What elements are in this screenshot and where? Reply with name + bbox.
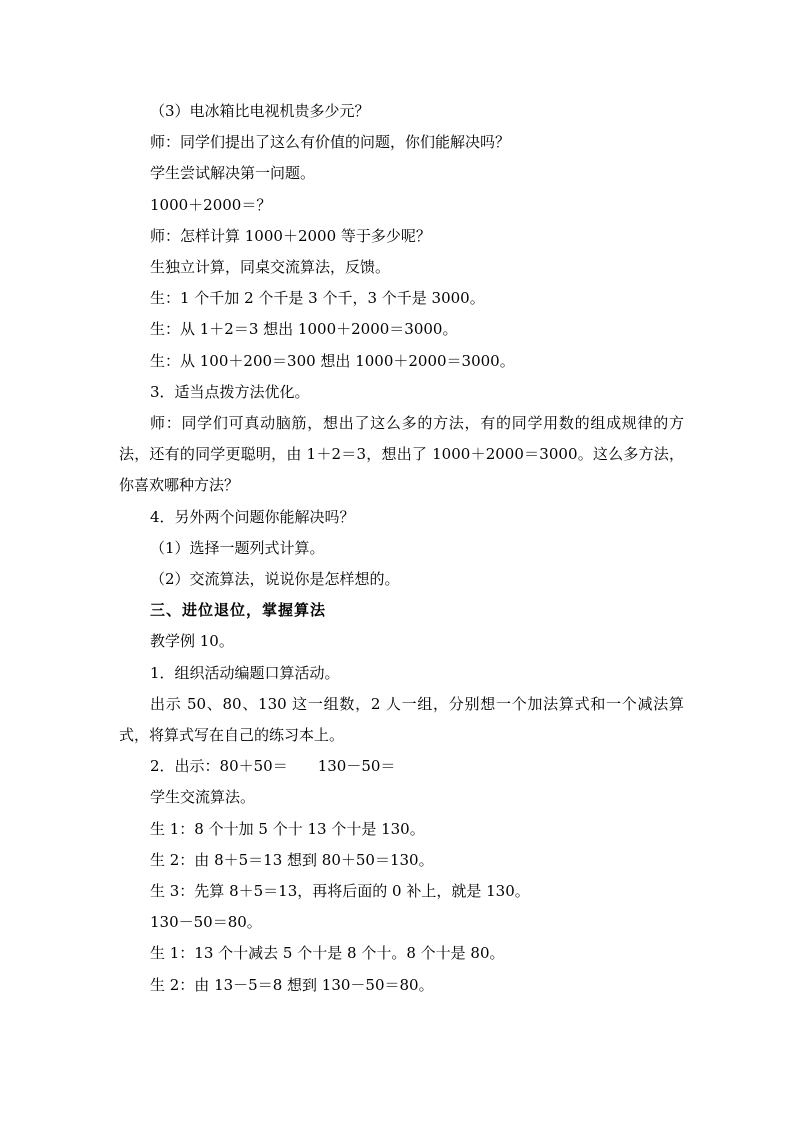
text-line: 学生尝试解决第一问题。 (150, 164, 316, 183)
text-line: 教学例 10。 (150, 632, 234, 651)
text-line: 1．组织活动编题口算活动。 (150, 663, 340, 682)
text-line: 师：怎样计算 1000＋2000 等于多少呢？ (150, 226, 431, 245)
text-line: （2）交流算法，说说你是怎样想的。 (150, 570, 400, 589)
text-line: 生 3：先算 8＋5＝13，再将后面的 0 补上，就是 130。 (150, 882, 530, 901)
text-line: 生 2：由 8＋5＝13 想到 80＋50＝130。 (150, 850, 434, 869)
text-line: 1000＋2000＝？ (150, 195, 272, 214)
text-line: 学生交流算法。 (150, 788, 256, 807)
text-line: 4．另外两个问题你能解决吗？ (150, 507, 355, 526)
text-line: （3）电冰箱比电视机贵多少元？ (150, 102, 370, 120)
text-line: （1）选择一题列式计算。 (150, 538, 325, 557)
text-line: 师：同学们提出了这么有价值的问题，你们能解决吗？ (150, 133, 511, 152)
text-line: 3．适当点拨方法优化。 (150, 382, 310, 401)
text-line: 2．出示：80＋50＝ 130－50＝ (150, 757, 396, 776)
text-line: 生 1：13 个十减去 5 个十是 8 个十。8 个十是 80。 (150, 944, 505, 963)
text-line: 生独立计算，同桌交流算法，反馈。 (150, 258, 391, 277)
document-body (119, 96, 684, 1001)
paragraph-teacher-summary: 师：同学们可真动脑筋，想出了这么多的方法，有的同学用数的组成规律的方法，还有的同学更聪明，由 1＋2＝3，想出了 1000＋2000＝3000。这么多方法，你喜欢哪种方法？ (119, 414, 684, 495)
paragraph-activity: 出示 50、80、130 这一组数，2 人一组，分别想一个加法算式和一个减法算式，将算式写在自己的练习本上。 (119, 694, 684, 745)
text-line: 生：从 100＋200＝300 想出 1000＋2000＝3000。 (150, 351, 515, 370)
text-line: 生：1 个千加 2 个千是 3 个千，3 个千是 3000。 (150, 289, 485, 308)
text-line: 130－50＝80。 (150, 913, 262, 932)
section-heading: 三、进位退位，掌握算法 (150, 601, 327, 620)
text-line: 生 2：由 13－5＝8 想到 130－50＝80。 (150, 975, 434, 994)
text-line: 生 1：8 个十加 5 个十 13 个十是 130。 (150, 819, 425, 838)
text-line: 生：从 1＋2＝3 想出 1000＋2000＝3000。 (150, 320, 458, 339)
